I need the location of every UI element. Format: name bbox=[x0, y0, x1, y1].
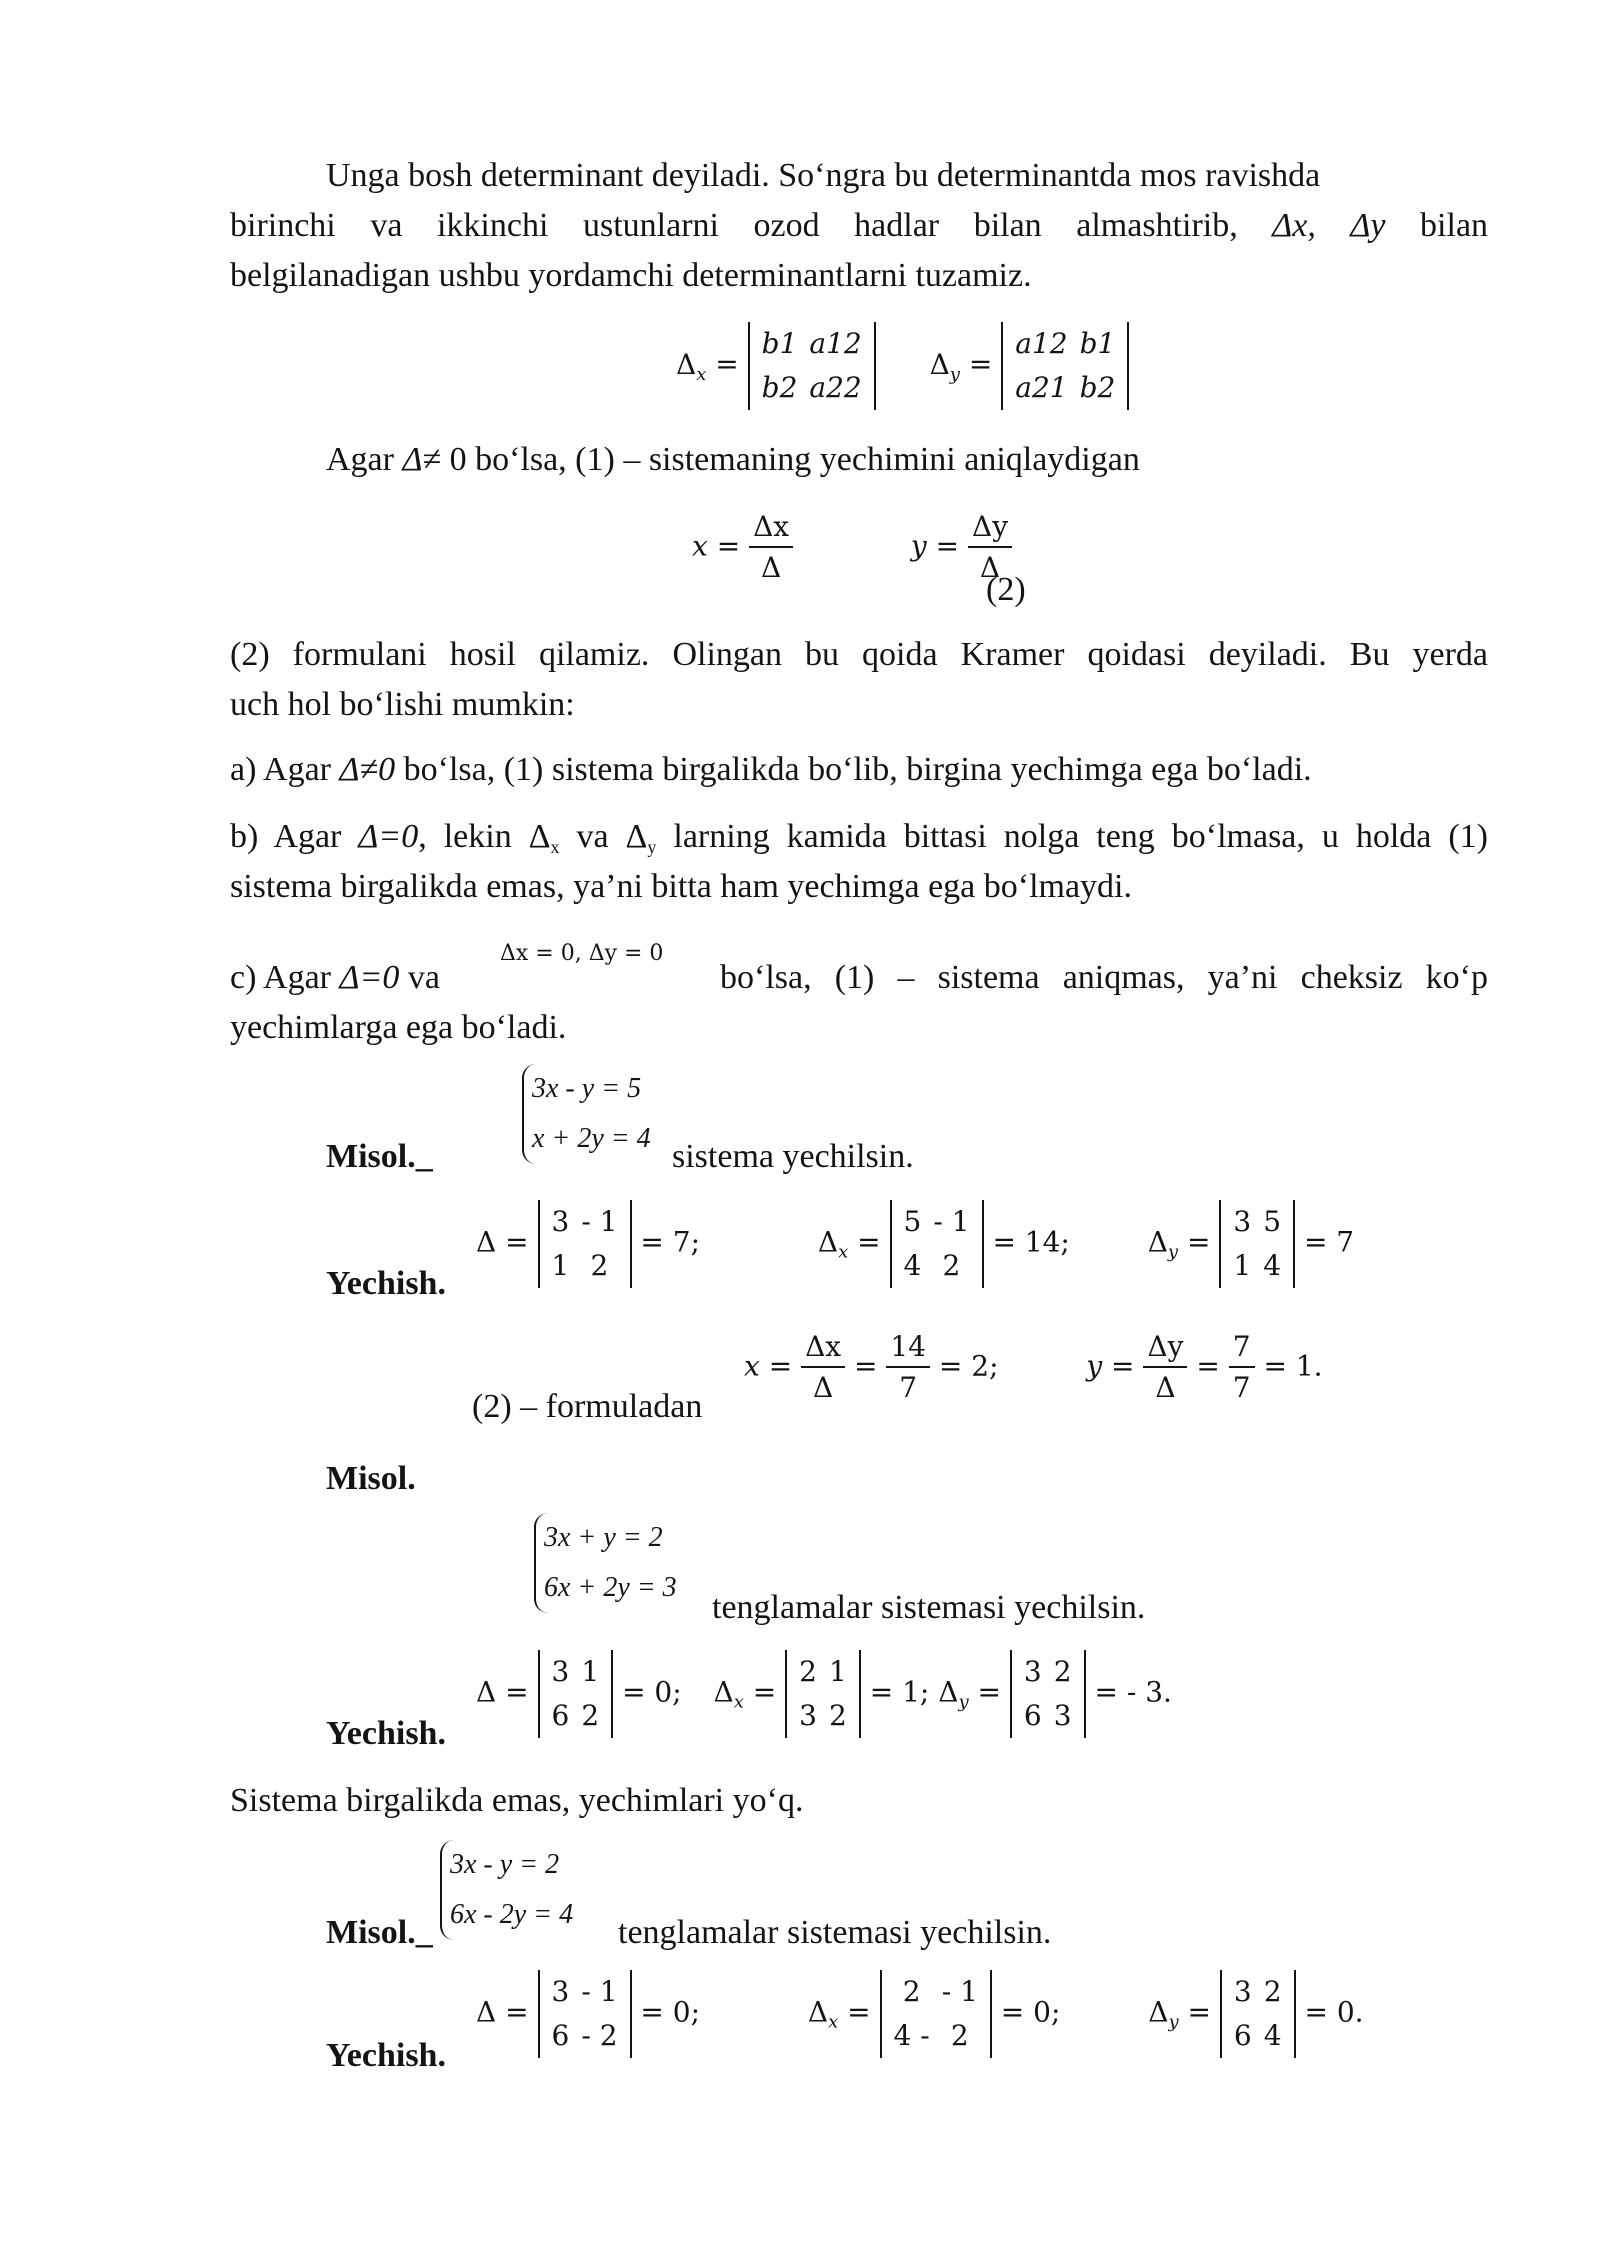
solution-1-determinants: Δ = 3 - 1 1 2 = 7; $\Delta_x$ = 5 - 1 4 2 = 14; $\Delta_y$ = 3 5 1 4 = 7 bbox=[476, 1200, 1354, 1288]
example-1-task: sistema yechilsin. bbox=[672, 1138, 914, 1175]
solution-2-label: Yechish. bbox=[326, 1715, 446, 1752]
paragraph-3-line-1: (2) formulani hosil qilamiz. Olingan bu qoida Kramer qoidasi deyiladi. Bu yerda bbox=[230, 636, 1488, 673]
case-c-end: bo‘lsa, (1) – sistema aniqmas, ya’ni cheksiz ko‘p bbox=[720, 959, 1488, 996]
paragraph-1-line-1: Unga bosh determinant deyiladi. So‘ngra bu determinantda mos ravishda bbox=[326, 157, 1321, 194]
case-c-start: c) Agar Δ=0 va bbox=[230, 959, 441, 996]
case-c-condition: Δx = 0, Δy = 0 bbox=[500, 941, 664, 966]
paragraph-1-line-3: belgilanadigan ushbu yordamchi determinantlarni tuzamiz. bbox=[230, 257, 1032, 294]
equation-1: 3x - y = 2 bbox=[450, 1849, 560, 1880]
solution-1-results: x = $\frac{\Delta x}{\Delta}$ = $\frac{14}{7}$ = 2; y = $\frac{\Delta y}{\Delta}$ = $\frac{7}{7}$ = 1. bbox=[744, 1330, 1323, 1404]
paragraph-1-line-2-end: bilan bbox=[1420, 207, 1489, 244]
example-2-conclusion: Sistema birgalikda emas, yechimlari yo‘q. bbox=[230, 1782, 804, 1819]
paragraph-1-line-2 bbox=[230, 201, 1488, 251]
delta-x-label: $\Delta_x$ bbox=[676, 347, 707, 385]
formula-reference: (2) – formuladan bbox=[472, 1388, 703, 1425]
example-2-system bbox=[534, 1513, 677, 1613]
example-1-system bbox=[522, 1064, 651, 1164]
cramer-formula: x = $\frac{\Delta x}{\Delta}$ y = $\frac{\Delta y}{\Delta}$ bbox=[692, 508, 1012, 588]
case-a: a) Agar Δ≠0 bo‘lsa, (1) sistema birgalikda bo‘lib, birgina yechimga ega bo‘ladi. bbox=[230, 751, 1312, 788]
case-c-line-2: yechimlarga ega bo‘ladi. bbox=[230, 1009, 567, 1046]
delta-x-determinant: 5 - 1 4 2 bbox=[890, 1200, 984, 1288]
example-1-title: Misol._ bbox=[326, 1138, 433, 1175]
example-3-task: tenglamalar sistemasi yechilsin. bbox=[618, 1914, 1052, 1951]
example-3-system bbox=[440, 1840, 573, 1940]
fraction-x: $\frac{\Delta x}{\Delta}$ bbox=[749, 508, 793, 588]
example-2-task: tenglamalar sistemasi yechilsin. bbox=[712, 1589, 1146, 1626]
case-b-line-2: sistema birgalikda emas, ya’ni bitta ham yechimga ega bo‘lmaydi. bbox=[230, 868, 1132, 905]
paragraph-1-line-2-text: birinchi va ikkinchi ustunlarni ozod hadlar bilan almashtirib, bbox=[230, 207, 1238, 244]
equation-1: 3x + y = 2 bbox=[544, 1522, 663, 1553]
solution-3-label: Yechish. bbox=[326, 2037, 446, 2074]
delta-y-determinant: 3 5 1 4 bbox=[1219, 1200, 1295, 1288]
delta-y-symbol: Δy bbox=[1350, 207, 1386, 244]
auxiliary-determinants bbox=[676, 322, 1129, 410]
example-2-title: Misol. bbox=[326, 1460, 416, 1497]
example-3-title: Misol._ bbox=[326, 1914, 433, 1951]
solution-3-determinants: Δ = 3 - 1 6 - 2 = 0; $\Delta_x$ = 2 - 1 4 - 2 = 0; $\Delta_y$ = 3 2 6 4 = 0. bbox=[476, 1970, 1364, 2058]
paragraph-2: Agar Δ≠ 0 bo‘lsa, (1) – sistemaning yechimini aniqlaydigan bbox=[326, 441, 1140, 478]
delta-y-label: $\Delta_y$ bbox=[929, 347, 960, 385]
solution-2-determinants: Δ = 3 1 6 2 = 0; $\Delta_x$ = 2 1 3 2 = 1; $\Delta_y$ = 3 2 6 3 = - 3. bbox=[476, 1650, 1172, 1738]
equation-2: 6x + 2y = 3 bbox=[544, 1572, 677, 1603]
delta-y-matrix: a12 b1 a21 b2 bbox=[1001, 322, 1129, 410]
formula-label: (2) bbox=[986, 571, 1026, 608]
equation-1: 3x - y = 5 bbox=[532, 1073, 642, 1104]
equals-sign: = bbox=[968, 347, 993, 381]
delta-x-symbol: Δx, bbox=[1272, 207, 1316, 244]
fraction-y: $\frac{\Delta y}{\Delta}$ bbox=[968, 508, 1012, 588]
equals-sign: = bbox=[715, 347, 739, 381]
solution-1-label: Yechish. bbox=[326, 1265, 446, 1302]
case-b-line-1: b) Agar Δ=0, lekin $\Delta_x$ va $\Delta_y$ larning kamida bittasi nolga teng bo‘lmasa, u holda (1) bbox=[230, 818, 1488, 857]
delta-x-matrix: b1 a12 b2 a22 bbox=[748, 322, 876, 410]
equation-2: 6x - 2y = 4 bbox=[450, 1899, 574, 1930]
paragraph-3-line-2: uch hol bo‘lishi mumkin: bbox=[230, 686, 575, 723]
equation-2: x + 2y = 4 bbox=[532, 1123, 651, 1154]
main-determinant: 3 - 1 1 2 bbox=[538, 1200, 632, 1288]
